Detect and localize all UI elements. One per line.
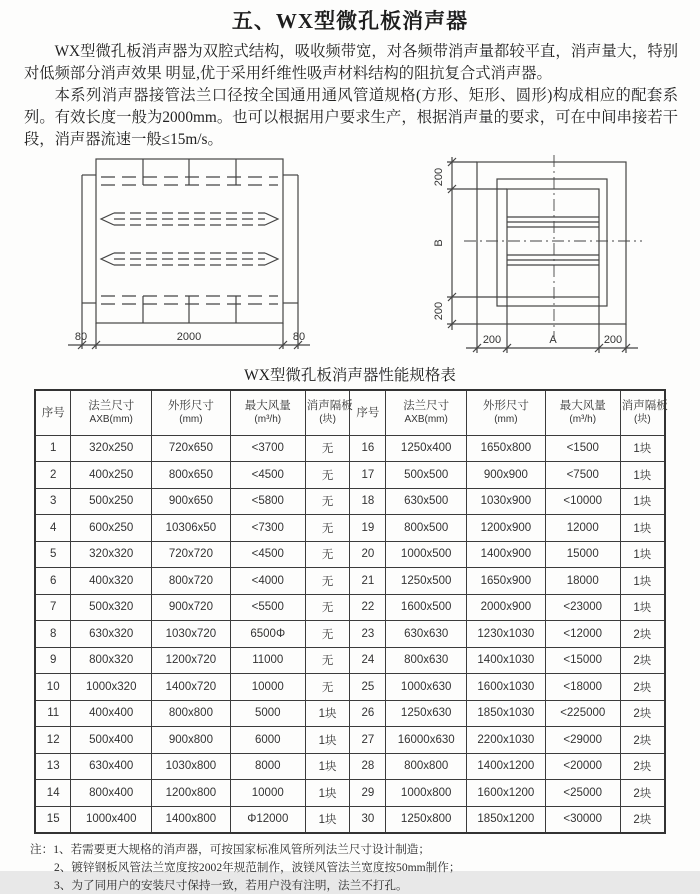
paragraph: WX型微孔板消声器为双腔式结构，吸收频带宽，对各频带消声量都较平直，消声量大，特别对低频部分消声效果 明显,优于采用纤维性吸声材料结构的阻抗复合式消声器。: [24, 43, 678, 83]
table-cell: 1030x720: [152, 621, 231, 648]
dimension-label: 200: [482, 334, 502, 347]
table-cell: 8000: [230, 753, 305, 780]
table-row: [35, 727, 665, 754]
table-cell: 1030x800: [152, 753, 231, 780]
table-row: [35, 488, 665, 515]
table-cell: 500x250: [71, 488, 152, 515]
table-cell: 1850x1030: [467, 700, 546, 727]
spec-table: [34, 389, 666, 834]
table-cell: 5000: [230, 700, 305, 727]
table-row: [35, 647, 665, 674]
table-cell: 无: [305, 594, 350, 621]
table-cell: 2块: [620, 727, 665, 754]
table-row: [35, 594, 665, 621]
table-cell: 2块: [620, 621, 665, 648]
table-cell: <15000: [545, 647, 620, 674]
table-cell: 2块: [620, 780, 665, 807]
table-cell: 22: [350, 594, 386, 621]
table-cell: <4500: [230, 462, 305, 489]
table-cell: 1250x800: [386, 806, 467, 833]
table-cell: 1650x800: [467, 435, 546, 462]
table-row: [35, 462, 665, 489]
section-view-diagram: [414, 155, 684, 361]
table-cell: 600x250: [71, 515, 152, 542]
table-cell: 400x250: [71, 462, 152, 489]
table-cell: 630x400: [71, 753, 152, 780]
table-cell: <3700: [230, 435, 305, 462]
table-cell: 2块: [620, 647, 665, 674]
table-cell: 800x800: [152, 700, 231, 727]
table-cell: 14: [35, 780, 71, 807]
table-cell: 1230x1030: [467, 621, 546, 648]
table-row: [35, 674, 665, 701]
table-cell: <30000: [545, 806, 620, 833]
table-cell: 17: [350, 462, 386, 489]
table-cell: 1块: [305, 727, 350, 754]
table-cell: <225000: [545, 700, 620, 727]
table-cell: 1: [35, 435, 71, 462]
notes: [30, 841, 700, 894]
spec-table-header-row: [35, 390, 665, 435]
table-cell: <7500: [545, 462, 620, 489]
table-cell: 500x500: [386, 462, 467, 489]
table-cell: 1850x1200: [467, 806, 546, 833]
table-row: [35, 806, 665, 833]
table-cell: 320x320: [71, 541, 152, 568]
table-cell: 400x320: [71, 568, 152, 595]
note-line: 3、为了同用户的安装尺寸保持一致，若用户没有注明，法兰不打孔。: [54, 878, 408, 892]
table-cell: 1250x400: [386, 435, 467, 462]
table-cell: 6000: [230, 727, 305, 754]
table-cell: 11: [35, 700, 71, 727]
table-cell: 21: [350, 568, 386, 595]
table-cell: 800x500: [386, 515, 467, 542]
table-cell: 29: [350, 780, 386, 807]
table-cell: <25000: [545, 780, 620, 807]
table-cell: 15: [35, 806, 71, 833]
table-cell: 1400x900: [467, 541, 546, 568]
table-cell: 2: [35, 462, 71, 489]
table-row: [35, 541, 665, 568]
table-row: [35, 753, 665, 780]
table-cell: <10000: [545, 488, 620, 515]
page-title: 五、WX型微孔板消声器: [231, 9, 469, 33]
table-cell: 28: [350, 753, 386, 780]
table-cell: 2200x1030: [467, 727, 546, 754]
table-cell: 6: [35, 568, 71, 595]
intro-text: [24, 41, 678, 151]
dimension-label: 200: [433, 167, 445, 187]
table-cell: 1600x1200: [467, 780, 546, 807]
dimension-label: 200: [603, 334, 623, 347]
dimension-label: 200: [433, 301, 445, 321]
column-header: 法兰尺寸 AXB(mm): [71, 390, 152, 435]
column-header: 消声隔板 (块): [620, 390, 665, 435]
table-cell: <29000: [545, 727, 620, 754]
table-cell: <4000: [230, 568, 305, 595]
table-cell: 4: [35, 515, 71, 542]
table-cell: 1块: [305, 753, 350, 780]
table-cell: <7300: [230, 515, 305, 542]
table-cell: 无: [305, 674, 350, 701]
column-header: 法兰尺寸 AXB(mm): [386, 390, 467, 435]
dimension-label: 2000: [176, 331, 202, 344]
table-cell: 630x500: [386, 488, 467, 515]
table-row: [35, 621, 665, 648]
table-row: [35, 780, 665, 807]
table-cell: 1块: [305, 700, 350, 727]
table-cell: 1块: [305, 780, 350, 807]
table-cell: 630x630: [386, 621, 467, 648]
table-cell: 24: [350, 647, 386, 674]
table-cell: 900x800: [152, 727, 231, 754]
table-cell: 10: [35, 674, 71, 701]
table-cell: 1000x630: [386, 674, 467, 701]
table-cell: 10000: [230, 674, 305, 701]
column-header: 最大风量 (m³/h): [545, 390, 620, 435]
table-cell: 无: [305, 515, 350, 542]
table-cell: 1000x400: [71, 806, 152, 833]
table-cell: 1650x900: [467, 568, 546, 595]
table-cell: 5: [35, 541, 71, 568]
table-cell: Φ12000: [230, 806, 305, 833]
table-cell: <18000: [545, 674, 620, 701]
table-cell: 18000: [545, 568, 620, 595]
table-cell: 7: [35, 594, 71, 621]
table-cell: 500x400: [71, 727, 152, 754]
column-header: 序号: [35, 390, 71, 435]
table-cell: 19: [350, 515, 386, 542]
table-cell: 630x320: [71, 621, 152, 648]
table-cell: 1块: [620, 435, 665, 462]
table-cell: 无: [305, 488, 350, 515]
table-cell: 12: [35, 727, 71, 754]
table-cell: 无: [305, 647, 350, 674]
table-cell: 1200x800: [152, 780, 231, 807]
table-cell: 无: [305, 568, 350, 595]
table-cell: 1030x900: [467, 488, 546, 515]
table-cell: <12000: [545, 621, 620, 648]
table-cell: 1块: [620, 594, 665, 621]
table-cell: 320x250: [71, 435, 152, 462]
note-line: 2、镀锌钢板风管法兰宽度按2002年规范制作，波镁风管法兰宽度按50mm制作；: [54, 860, 461, 874]
table-cell: 11000: [230, 647, 305, 674]
table-cell: 27: [350, 727, 386, 754]
table-cell: 500x320: [71, 594, 152, 621]
table-cell: 1250x500: [386, 568, 467, 595]
table-cell: 1250x630: [386, 700, 467, 727]
table-cell: 2块: [620, 806, 665, 833]
table-cell: 1600x500: [386, 594, 467, 621]
dimension-label: A: [549, 334, 557, 347]
table-cell: 900x650: [152, 488, 231, 515]
table-cell: 1400x1030: [467, 647, 546, 674]
table-cell: 25: [350, 674, 386, 701]
table-cell: <5500: [230, 594, 305, 621]
table-cell: 10306x50: [152, 515, 231, 542]
diagram-row: [0, 151, 700, 359]
table-cell: 16: [350, 435, 386, 462]
column-header: 序号: [350, 390, 386, 435]
table-title: WX型微孔板消声器性能规格表: [244, 367, 456, 385]
table-cell: 1块: [620, 568, 665, 595]
table-cell: 无: [305, 462, 350, 489]
table-cell: 720x650: [152, 435, 231, 462]
table-cell: 800x720: [152, 568, 231, 595]
dimension-label: 80: [292, 331, 306, 344]
table-cell: 12000: [545, 515, 620, 542]
table-cell: 2块: [620, 674, 665, 701]
table-cell: <23000: [545, 594, 620, 621]
table-cell: 13: [35, 753, 71, 780]
column-header: 外形尺寸 (mm): [467, 390, 546, 435]
column-header: 消声隔板 (块): [305, 390, 350, 435]
table-cell: 1块: [305, 806, 350, 833]
table-cell: 800x400: [71, 780, 152, 807]
table-cell: 1000x320: [71, 674, 152, 701]
table-cell: 800x320: [71, 647, 152, 674]
table-cell: 1000x500: [386, 541, 467, 568]
table-cell: 无: [305, 435, 350, 462]
table-cell: 1200x720: [152, 647, 231, 674]
table-cell: <20000: [545, 753, 620, 780]
table-row: [35, 700, 665, 727]
table-cell: 2000x900: [467, 594, 546, 621]
table-cell: 900x900: [467, 462, 546, 489]
table-cell: 1块: [620, 541, 665, 568]
table-cell: 1200x900: [467, 515, 546, 542]
table-cell: 3: [35, 488, 71, 515]
table-cell: 1块: [620, 462, 665, 489]
table-cell: 900x720: [152, 594, 231, 621]
table-cell: 1块: [620, 488, 665, 515]
dimension-label: B: [433, 239, 445, 247]
table-cell: 2块: [620, 700, 665, 727]
table-cell: 720x720: [152, 541, 231, 568]
table-cell: 1400x720: [152, 674, 231, 701]
table-cell: 1600x1030: [467, 674, 546, 701]
table-cell: 23: [350, 621, 386, 648]
table-row: [35, 568, 665, 595]
table-cell: 无: [305, 621, 350, 648]
table-cell: 800x800: [386, 753, 467, 780]
note-line: 注：1、若需要更大规格的消声器，可按国家标准风管所列法兰尺寸设计制造；: [30, 842, 430, 856]
table-cell: 无: [305, 541, 350, 568]
dimension-label: 80: [74, 331, 88, 344]
paragraph: 本系列消声器接管法兰口径按全国通用通风管道规格(方形、矩形、圆形)构成相应的配套系列。有效长度一般为2000mm。也可以根据用户要求生产，根据消声量的要求，可在中间串接若干段，消声器流速一般≤15m/s。: [24, 87, 678, 149]
table-cell: <4500: [230, 541, 305, 568]
table-cell: 16000x630: [386, 727, 467, 754]
table-cell: 1400x800: [152, 806, 231, 833]
table-cell: 1块: [620, 515, 665, 542]
table-cell: 6500Φ: [230, 621, 305, 648]
table-cell: 1400x1200: [467, 753, 546, 780]
table-cell: 2块: [620, 753, 665, 780]
table-cell: 400x400: [71, 700, 152, 727]
side-view-diagram: [56, 155, 314, 361]
table-cell: 26: [350, 700, 386, 727]
table-row: [35, 515, 665, 542]
table-cell: 9: [35, 647, 71, 674]
table-cell: 10000: [230, 780, 305, 807]
table-cell: 15000: [545, 541, 620, 568]
table-cell: 8: [35, 621, 71, 648]
table-cell: 20: [350, 541, 386, 568]
table-row: [35, 435, 665, 462]
table-cell: 800x650: [152, 462, 231, 489]
table-cell: 800x630: [386, 647, 467, 674]
spec-table-body: [35, 435, 665, 833]
table-cell: 1000x800: [386, 780, 467, 807]
table-cell: 18: [350, 488, 386, 515]
table-cell: <1500: [545, 435, 620, 462]
column-header: 最大风量 (m³/h): [230, 390, 305, 435]
column-header: 外形尺寸 (mm): [152, 390, 231, 435]
table-cell: 30: [350, 806, 386, 833]
table-cell: <5800: [230, 488, 305, 515]
